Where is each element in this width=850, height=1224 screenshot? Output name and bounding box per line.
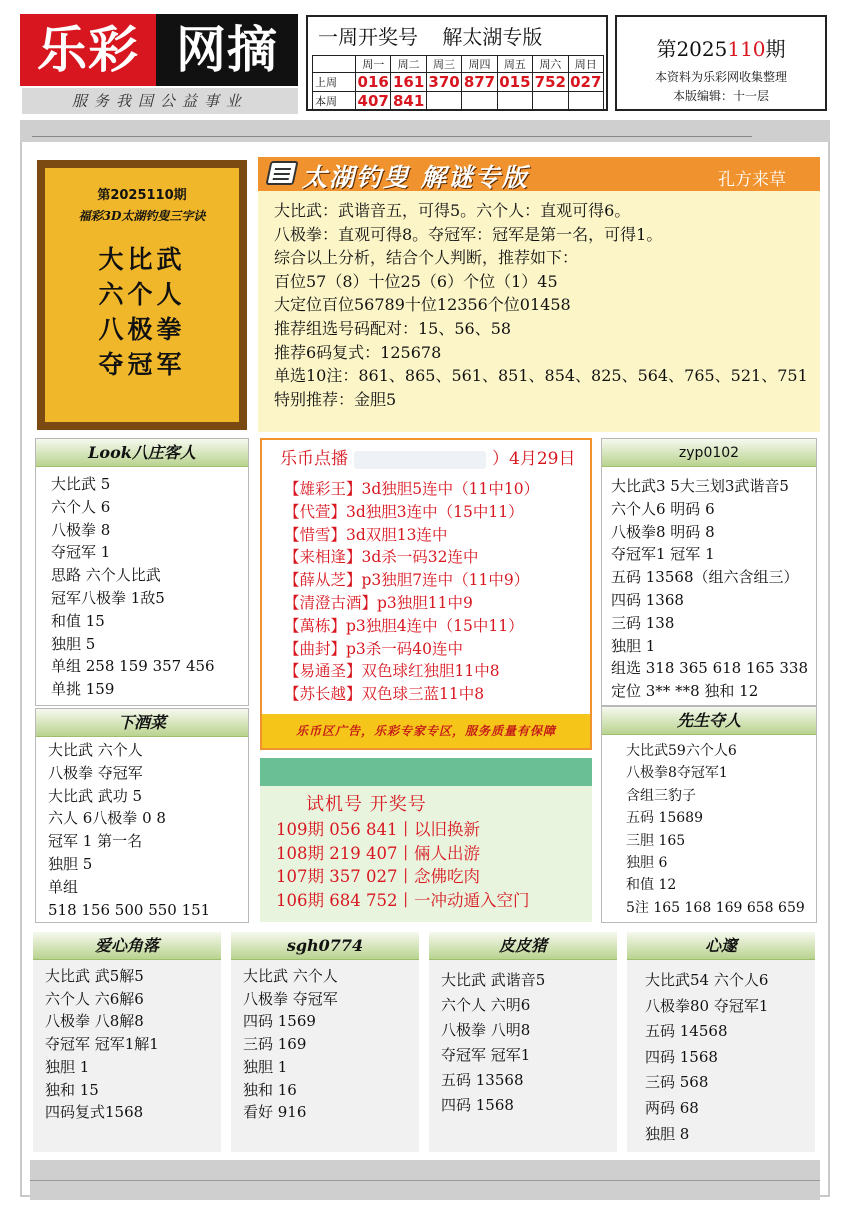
- xiajiucai-body: [36, 737, 248, 921]
- list-item: 大比武 武功 5: [48, 786, 143, 805]
- poster-subtitle: 福彩3D太湖钓叟三字诀: [78, 209, 206, 223]
- list-item: 大比武3 5大三划3武谐音5: [611, 477, 789, 495]
- list-item: 八极拳8 明码 8: [611, 522, 715, 541]
- sgh-title: sgh0774: [231, 932, 419, 960]
- expert-link[interactable]: 【清澄古酒】p3独胆11中9: [284, 593, 473, 612]
- logo-left-text: 乐彩: [20, 14, 156, 86]
- analysis-line: 百位57（8）十位25（6）个位（1）45: [274, 271, 558, 291]
- lebi-list: [262, 470, 590, 706]
- list-item: 单组: [48, 877, 79, 896]
- list-item: 独胆 5: [51, 634, 96, 653]
- zyp-panel: [601, 438, 817, 706]
- draw-number: 407: [356, 92, 391, 111]
- weekly-draw-panel: [306, 15, 608, 111]
- list-item: 夺冠军1 冠军 1: [611, 545, 715, 564]
- aixin-title: 爱心角落: [33, 932, 221, 960]
- list-item: 含组三豹子: [626, 787, 696, 804]
- pipi-title: 皮皮猪: [429, 932, 617, 960]
- editor-note: 本版编辑：十一层: [672, 89, 769, 103]
- list-item: 定位 3** **8 独和 12: [611, 682, 759, 701]
- issue-number: 110: [727, 37, 766, 61]
- day-cell: 周二: [391, 56, 426, 73]
- analysis-line: 综合以上分析，结合个人判断，推荐如下：: [274, 248, 579, 268]
- list-item: 和值 12: [626, 877, 677, 894]
- list-item: 大比武 5: [51, 475, 111, 493]
- list-item: 思路 六个人比武: [51, 566, 161, 585]
- trial-row: 106期 684 752丨一冲动遁入空门: [276, 890, 530, 910]
- xiajiucai-title: 下酒菜: [36, 709, 248, 737]
- lebi-header: [262, 440, 590, 470]
- xiajiucai-panel: [35, 708, 249, 923]
- draw-number: [568, 92, 603, 111]
- this-week-row: [313, 92, 604, 111]
- list-item: 大比武 六个人: [243, 967, 338, 985]
- expert-link[interactable]: 【雄彩王】3d独胆5连中（11中10）: [284, 480, 540, 498]
- list-item: 两码 68: [645, 1098, 699, 1117]
- expert-link[interactable]: 【苏长越】双色球三蓝11中8: [284, 685, 485, 704]
- site-logo: [20, 14, 298, 86]
- draw-days-row: [313, 56, 604, 73]
- analysis-line: 推荐6码复式：125678: [274, 342, 442, 362]
- list-item: 五码 13568（组六含组三）: [611, 568, 799, 587]
- draw-number: [533, 92, 568, 111]
- lebi-ad-banner[interactable]: 乐币区广告，乐彩专家专区，服务质量有保障: [262, 714, 590, 748]
- list-item: 四码 1568: [645, 1047, 718, 1066]
- list-item: 518 156 500 550 151: [48, 900, 211, 919]
- list-item: 四码 1569: [243, 1012, 316, 1031]
- aixin-body: [33, 960, 221, 1124]
- slogan: 服务我国公益事业: [22, 88, 298, 114]
- list-item: 独胆 5: [48, 854, 93, 873]
- list-item: 5注 165 168 169 658 659: [626, 899, 805, 916]
- list-item: 夺冠军 冠军1解1: [45, 1035, 159, 1054]
- sgh-panel: [231, 932, 419, 1152]
- expert-link[interactable]: 【惜雪】3d双胆13连中: [284, 525, 448, 544]
- list-item: 三胆 165: [626, 832, 686, 849]
- logo-right-text: 网摘: [156, 14, 298, 86]
- list-item: 独胆 8: [645, 1124, 690, 1143]
- list-item: 大比武54 六个人6: [645, 971, 769, 989]
- trial-row: 108期 219 407丨倆人出游: [276, 843, 480, 863]
- analysis-line: 大比武：武谐音五，可得5。六个人：直观可得6。: [274, 201, 631, 220]
- draw-number: [426, 92, 461, 111]
- expert-link[interactable]: 【易通圣】双色球红独胆11中8: [284, 662, 500, 681]
- list-item: 八极拳80 夺冠军1: [645, 996, 769, 1015]
- list-item: 八极拳 夺冠军: [243, 989, 338, 1008]
- draw-number: 877: [462, 73, 497, 92]
- list-item: 四码 1568: [441, 1096, 514, 1114]
- list-item: 六个人 六明6: [441, 996, 531, 1014]
- xiansheng-body: [602, 735, 816, 919]
- list-item: 四码复式1568: [45, 1103, 144, 1122]
- analysis-line: 大定位百位56789十位12356个位01458: [274, 295, 571, 315]
- list-item: 三码 169: [243, 1035, 307, 1054]
- last-week-label: 上周: [313, 73, 356, 92]
- list-item: 六人 6八极拳 0 8: [48, 809, 166, 828]
- riddle-poster: [37, 160, 247, 430]
- draw-number: [497, 92, 532, 111]
- list-item: 单挑 159: [51, 680, 115, 699]
- taihu-analysis-panel: [258, 157, 820, 432]
- draw-number: [462, 92, 497, 111]
- footer-bar: [30, 1160, 820, 1200]
- list-item: 组选 318 365 618 165 338: [611, 659, 808, 678]
- trial-header-strip: [260, 758, 592, 786]
- lebi-panel: [260, 438, 592, 750]
- this-week-label: 本周: [313, 92, 356, 111]
- draw-number: 841: [391, 92, 426, 111]
- list-item: 五码 15689: [626, 810, 703, 827]
- draw-number: 370: [426, 73, 461, 92]
- pipi-body: [429, 960, 617, 1118]
- issue-note: 本资料为乐彩网收集整理: [654, 70, 787, 84]
- poster-issue: 第2025110期: [97, 188, 187, 203]
- issue-suffix: 期: [765, 37, 786, 61]
- list-item: 八极拳 八明8: [441, 1021, 531, 1039]
- expert-link[interactable]: 【曲封】p3杀一码40连中: [284, 639, 464, 658]
- day-cell: 周五: [497, 56, 532, 73]
- analysis-line: 特别推荐：金胆5: [274, 389, 397, 409]
- xinsui-panel: [627, 932, 815, 1152]
- list-item: 冠军 1 第一名: [48, 832, 143, 851]
- issue-prefix: 第2025: [656, 37, 728, 61]
- corner-cell: [313, 56, 356, 73]
- last-week-row: [313, 73, 604, 92]
- list-item: 三码 568: [645, 1073, 709, 1092]
- look-title: Look八庄客人: [36, 439, 248, 467]
- expert-link[interactable]: 【代萱】3d独胆3连中（15中11）: [284, 502, 524, 521]
- draw-number: 161: [391, 73, 426, 92]
- list-item: 四码 1368: [611, 590, 684, 609]
- expert-link[interactable]: 【萬栋】p3独胆4连中（15中11）: [284, 616, 524, 635]
- list-item: 夺冠军 1: [51, 543, 111, 562]
- analysis-line: 单选10注：861、865、561、851、854、825、564、765、521、751: [274, 366, 808, 386]
- list-item: 五码 13568: [441, 1071, 524, 1089]
- list-item: 大比武 六个人: [48, 741, 143, 759]
- draw-title: 一周开奖号 解太湖专版: [318, 25, 543, 49]
- zyp-title: zyp0102: [602, 439, 816, 467]
- day-cell: 周一: [356, 56, 391, 73]
- list-item: 五码 14568: [645, 1022, 728, 1041]
- sgh-body: [231, 960, 419, 1124]
- taihu-author: 孔方来草: [718, 170, 786, 190]
- list-item: 三码 138: [611, 613, 675, 632]
- day-cell: 周六: [533, 56, 568, 73]
- list-item: 六个人6 明码 6: [611, 499, 715, 518]
- header-divider: [20, 120, 830, 142]
- list-item: 大比武 武5解5: [45, 967, 144, 985]
- expert-link[interactable]: 【薛从芝】p3独胆7连中（11中9）: [284, 571, 530, 590]
- draw-number: 752: [533, 73, 568, 92]
- list-item: 大比武 武谐音5: [441, 971, 546, 989]
- poster-riddle: [45, 242, 239, 382]
- list-item: 八极拳 8: [51, 520, 111, 539]
- list-item: 独胆 1: [243, 1057, 288, 1076]
- pipi-panel: [429, 932, 617, 1152]
- day-cell: 周三: [426, 56, 461, 73]
- issue-panel: [615, 15, 827, 111]
- taihu-header: [258, 157, 820, 191]
- list-item: 独胆 1: [611, 636, 656, 655]
- day-cell: 周日: [568, 56, 603, 73]
- list-item: 独和 15: [45, 1080, 99, 1099]
- list-item: 八极拳 夺冠军: [48, 763, 143, 782]
- expert-link[interactable]: 【来相逢】3d杀一码32连中: [284, 548, 479, 567]
- list-item: 单组 258 159 357 456: [51, 657, 215, 676]
- trial-row: 107期 357 027丨念佛吃肉: [276, 867, 480, 886]
- draw-number: 016: [356, 73, 391, 92]
- list-item: 六个人 6: [51, 497, 111, 516]
- lebi-title: 乐币点播: [280, 449, 348, 469]
- poster-line: 大比武: [98, 245, 186, 274]
- list-item: 独胆 6: [626, 855, 668, 872]
- list-item: 八极拳 八8解8: [45, 1012, 144, 1031]
- taihu-title: 太湖钓叟 解谜专版: [302, 163, 529, 192]
- list-item: 六个人 六6解6: [45, 989, 144, 1008]
- analysis-line: 推荐组选号码配对：15、56、58: [274, 318, 512, 338]
- poster-line: 六个人: [98, 280, 186, 309]
- list-item: 独胆 1: [45, 1057, 90, 1076]
- lebi-date: ）4月29日: [492, 449, 576, 469]
- list-item: 独和 16: [243, 1080, 297, 1099]
- draw-number: 027: [568, 73, 603, 92]
- aixin-panel: [33, 932, 221, 1152]
- redacted-link[interactable]: [354, 451, 486, 469]
- draw-number: 015: [497, 73, 532, 92]
- poster-line: 八极拳: [98, 315, 186, 344]
- xiansheng-panel: [601, 706, 817, 923]
- zyp-body: [602, 467, 816, 703]
- list-item: 和值 15: [51, 611, 105, 630]
- list-item: 看好 916: [243, 1103, 307, 1122]
- list-item: 冠军八极拳 1敌5: [51, 588, 165, 607]
- xiansheng-title: 先生夺人: [602, 707, 816, 735]
- poster-line: 夺冠军: [98, 350, 186, 379]
- look-panel: [35, 438, 249, 706]
- trial-title: 试机号 开奖号: [306, 794, 427, 815]
- look-body: [36, 467, 248, 701]
- list-item: 夺冠军 冠军1: [441, 1046, 531, 1064]
- trial-numbers-panel: [260, 786, 592, 922]
- trial-row: 109期 056 841丨以旧换新: [276, 820, 480, 839]
- book-icon: [265, 161, 298, 185]
- taihu-body: [274, 199, 808, 411]
- list-item: 大比武59六个人6: [626, 743, 737, 759]
- xinsui-body: [627, 960, 815, 1147]
- xinsui-title: 心邃: [627, 932, 815, 960]
- list-item: 八极拳8夺冠军1: [626, 765, 728, 782]
- draw-table: [312, 55, 604, 111]
- issue-title: [617, 33, 825, 62]
- trial-list: [260, 816, 592, 912]
- analysis-line: 八极拳：直观可得8。夺冠军：冠军是第一名，可得1。: [274, 224, 663, 244]
- day-cell: 周四: [462, 56, 497, 73]
